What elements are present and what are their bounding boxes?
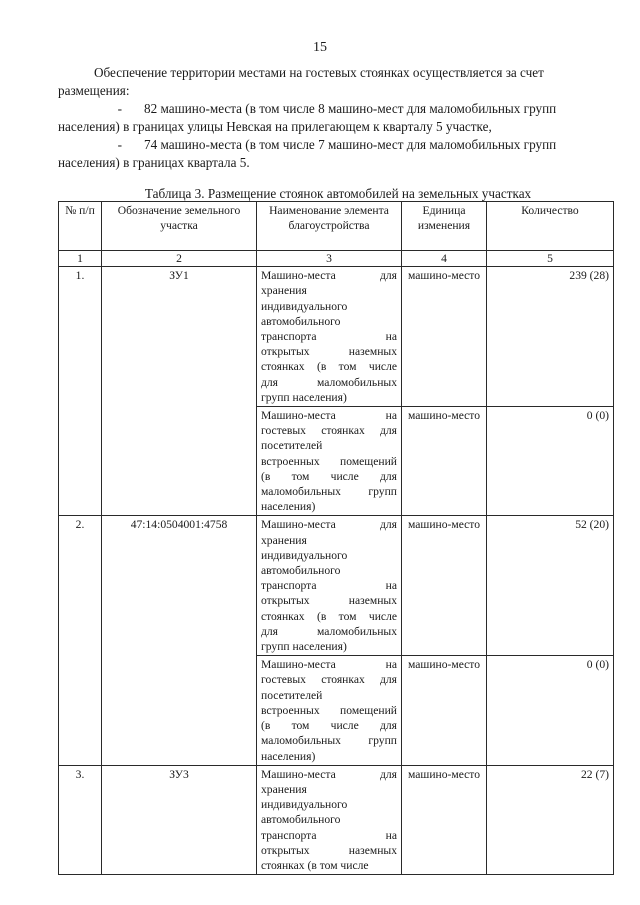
column-number: 2 [102,251,257,267]
element-name-line: стоянках (в том числе [261,360,397,374]
element-name-line: (в том числе для [261,719,397,733]
plot-designation-cell: ЗУ3 [102,765,257,874]
row-number-cell: 2. [59,516,102,765]
element-name-line: открытых наземных [261,345,397,359]
table-row [59,765,614,874]
plot-designation-cell: ЗУ1 [102,267,257,516]
element-name-line: транспорта на [261,330,397,344]
element-name-line: индивидуального [261,798,348,812]
element-name-line: автомобильного [261,813,341,827]
header-element-name: Наименование элемента благоустройства [257,202,402,251]
table-caption: Таблица 3. Размещение стоянок автомобилей на земельных участках [144,186,532,201]
table-row [59,516,614,656]
page-number: 15 [313,40,327,55]
element-name-line: встроенных помещений [261,703,397,717]
column-number: 4 [402,251,487,267]
intro-paragraph: Обеспечение территории местами на гостевых стоянках осуществляется за счет размещения: [58,65,544,98]
unit-cell: машино-место [402,267,487,407]
quantity-cell: 0 (0) [487,656,614,765]
column-number: 3 [257,251,402,267]
element-name-line: Машино-места для [261,269,397,283]
bullet-text: населения) в границах улицы Невская на прилегающем к кварталу 5 участке, [58,119,492,134]
plot-designation-cell: 47:14:0504001:4758 [102,516,257,765]
quantity-cell: 52 (20) [487,516,614,656]
element-name-line: автомобильного [261,314,341,328]
element-name-line: посетителей [261,439,323,453]
parking-table [58,201,614,875]
element-name-line: гостевых стоянках для [261,424,397,438]
header-quantity: Количество [487,202,614,251]
element-name-line: транспорта на [261,579,397,593]
bullet-dash: - [117,137,122,152]
element-name-line: (в том числе для [261,469,397,483]
unit-cell: машино-место [402,407,487,516]
header-number: № п/п [59,202,102,251]
element-name-line: Машино-места для [261,767,397,781]
element-name-cell [257,407,402,516]
element-name-line: транспорта на [261,828,397,842]
element-name-line: маломобильных групп [261,734,397,748]
bullet-dash: - [117,101,122,116]
element-name-line: автомобильного [261,564,341,578]
element-name-line: маломобильных групп [261,485,397,499]
element-name-line: населения) [261,500,316,514]
bullet-item [58,100,606,136]
unit-cell: машино-место [402,516,487,656]
column-number: 1 [59,251,102,267]
element-name-line: открытых наземных [261,594,397,608]
element-name-line: открытых наземных [261,843,397,857]
bullet-text: населения) в границах квартала 5. [58,155,250,170]
bullet-item [58,136,606,172]
row-number-cell: 1. [59,267,102,516]
element-name-cell [257,656,402,765]
element-name-line: населения) [261,749,316,763]
element-name-line: групп населения) [261,390,347,404]
table-row [59,267,614,407]
element-name-line: индивидуального [261,548,348,562]
element-name-line: встроенных помещений [261,454,397,468]
column-number-row [59,251,614,267]
element-name-cell [257,516,402,656]
quantity-cell: 22 (7) [487,765,614,874]
column-number: 5 [487,251,614,267]
quantity-cell: 0 (0) [487,407,614,516]
bullet-text: 74 машино-места (в том числе 7 машино-мест для маломобильных групп [144,137,557,152]
row-number-cell: 3. [59,765,102,874]
element-name-line: посетителей [261,688,323,702]
header-unit: Единица изменения [402,202,487,251]
element-name-line: хранения [261,284,307,298]
bullet-text: 82 машино-места (в том числе 8 машино-мест для маломобильных групп [144,101,557,116]
unit-cell: машино-место [402,656,487,765]
element-name-line: стоянках (в том числе [261,609,397,623]
quantity-cell: 239 (28) [487,267,614,407]
element-name-line: стоянках (в том числе [261,858,369,872]
element-name-line: хранения [261,533,307,547]
element-name-cell [257,267,402,407]
header-plot: Обозначение земельного участка [102,202,257,251]
element-name-cell [257,765,402,874]
element-name-line: Машино-места на [261,409,397,423]
element-name-line: для маломобильных [261,624,397,638]
element-name-line: для маломобильных [261,375,397,389]
table-header-row [59,202,614,251]
element-name-line: гостевых стоянках для [261,673,397,687]
element-name-line: индивидуального [261,299,348,313]
element-name-line: групп населения) [261,640,347,654]
element-name-line: Машино-места на [261,658,397,672]
element-name-line: Машино-места для [261,518,397,532]
unit-cell: машино-место [402,765,487,874]
element-name-line: хранения [261,782,307,796]
